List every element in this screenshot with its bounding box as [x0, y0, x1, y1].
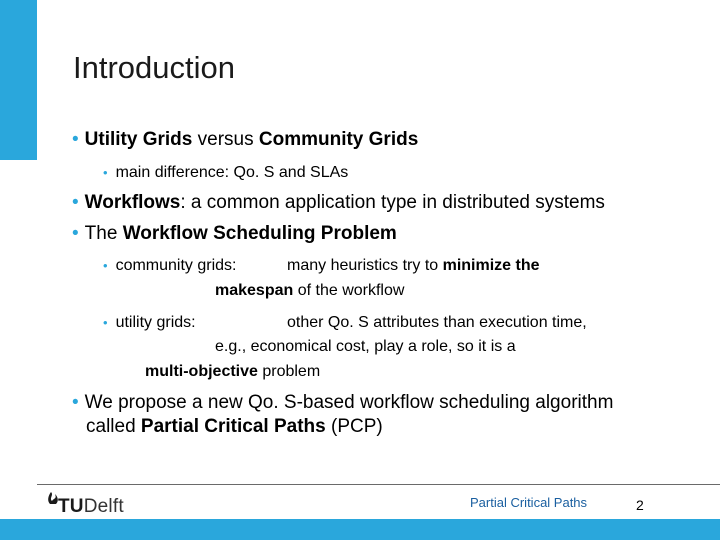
- utility-grids-text-line2: e.g., economical cost, play a role, so it is a: [215, 338, 516, 355]
- page-number: 2: [636, 497, 644, 513]
- sub-bullet-dot-icon: •: [103, 315, 108, 330]
- bullet-dot-icon: •: [72, 192, 79, 213]
- utility-grids-text-line3: multi-objective problem: [145, 363, 321, 380]
- bullet-workflows: • Workflows: a common application type in distributed systems: [72, 192, 605, 213]
- bullet-pcp-proposal: • We propose a new Qo. S-based workflow scheduling algorithm: [72, 392, 614, 413]
- footer-presentation-title: Partial Critical Paths: [470, 495, 588, 510]
- footer-divider: [37, 484, 720, 485]
- sub-bullet-dot-icon: •: [103, 165, 108, 180]
- bullet-pcp-proposal-line2: called Partial Critical Paths (PCP): [86, 416, 383, 437]
- bullet-dot-icon: •: [72, 129, 79, 150]
- utility-grids-text: other Qo. S attributes than execution time,: [287, 314, 587, 331]
- sub-bullet-main-difference: • main difference: Qo. S and SLAs: [103, 164, 349, 181]
- community-grids-text-line2: makespan of the workflow: [215, 282, 405, 299]
- slide-title: Introduction: [73, 50, 235, 85]
- bullet-dot-icon: •: [72, 392, 79, 413]
- footer-accent-bar: [0, 519, 720, 540]
- sub-bullet-utility-grids: • utility grids:: [103, 314, 196, 331]
- community-grids-text: many heuristics try to minimize the: [287, 257, 540, 274]
- bullet-dot-icon: •: [72, 223, 79, 244]
- tudelft-logo: TUDelft: [58, 496, 124, 517]
- sub-bullet-dot-icon: •: [103, 258, 108, 273]
- bullet-workflow-scheduling: • The Workflow Scheduling Problem: [72, 223, 397, 244]
- bullet-utility-grids: • Utility Grids versus Community Grids: [72, 129, 419, 150]
- accent-bar: [0, 0, 37, 160]
- sub-bullet-community-grids: • community grids:: [103, 257, 237, 274]
